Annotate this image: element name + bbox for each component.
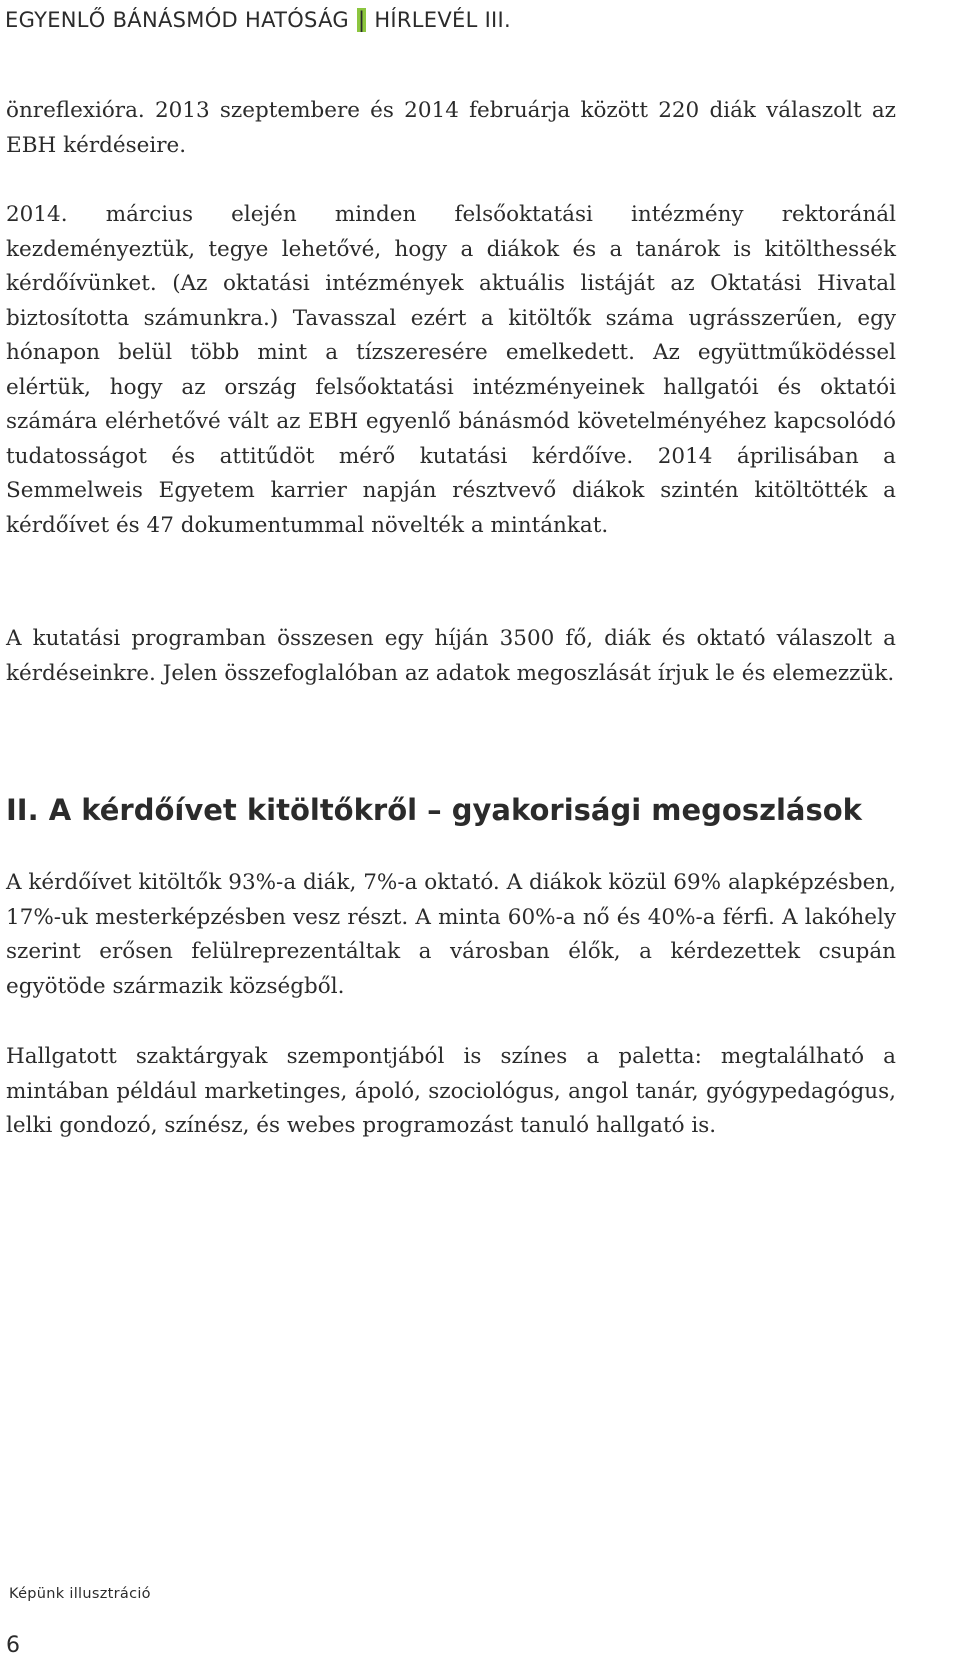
page-number: 6: [6, 1633, 20, 1658]
paragraph-program-summary: A kutatási programban összesen egy híján 3500 fő, diák és oktató válaszolt a kérdéseinkre. Jelen összefoglalóban az adatok megoszlását írjuk le és elemezzük.: [6, 626, 896, 686]
header-issue: HÍRLEVÉL III.: [374, 8, 512, 32]
paragraph-subjects: Hallgatott szaktárgyak szempontjából is színes a paletta: megtalálható a mintában például marketinges, ápoló, szociológus, angol tanár, gyógypedagógus, lelki gondozó, színész, és webes programozást tanuló hallgató is.: [6, 1044, 896, 1138]
page-header: [5, 8, 511, 32]
paragraph-intro: önreflexióra. 2013 szeptembere és 2014 februárja között 220 diák válaszolt az EBH kérdéseire.: [6, 98, 896, 158]
header-separator: |: [357, 8, 366, 32]
header-publisher: EGYENLŐ BÁNÁSMÓD HATÓSÁG: [5, 8, 349, 32]
section-heading: II. A kérdőívet kitöltőkről – gyakorisági megoszlások: [6, 793, 862, 827]
paragraph-march-2014: 2014. március elején minden felsőoktatási intézmény rektoránál kezdeményeztük, tegye lehetővé, hogy a diákok és a tanárok is kitölthessék kérdőívünket. (Az oktatási intézmények aktuális listáját az Oktatási Hivatal biztosította számunkra.) Tavasszal ezért a kitöltők száma ugrásszerűen, egy hónapon belül több mint a tízszeresére emelkedett. Az együttműködéssel elértük, hogy az ország felsőoktatási intézményeinek hallgatói és oktatói számára elérhetővé vált az EBH egyenlő bánásmód követelményéhez kapcsolódó tudatosságot és attitűdöt mérő kutatási kérdőíve. 2014 áprilisában a Semmelweis Egyetem karrier napján résztvevő diákok szintén kitöltötték a kérdőívet és 47 dokumentummal növelték a mintánkat.: [6, 202, 896, 538]
image-caption: Képünk illusztráció: [9, 1586, 151, 1602]
paragraph-respondents: A kérdőívet kitöltők 93%-a diák, 7%-a oktató. A diákok közül 69% alapképzésben, 17%-uk mesterképzésben vesz részt. A minta 60%-a nő és 40%-a férfi. A lakóhely szerint erősen felülreprezentáltak a városban élők, a kérdezettek csupán egyötöde származik községből.: [6, 870, 896, 999]
